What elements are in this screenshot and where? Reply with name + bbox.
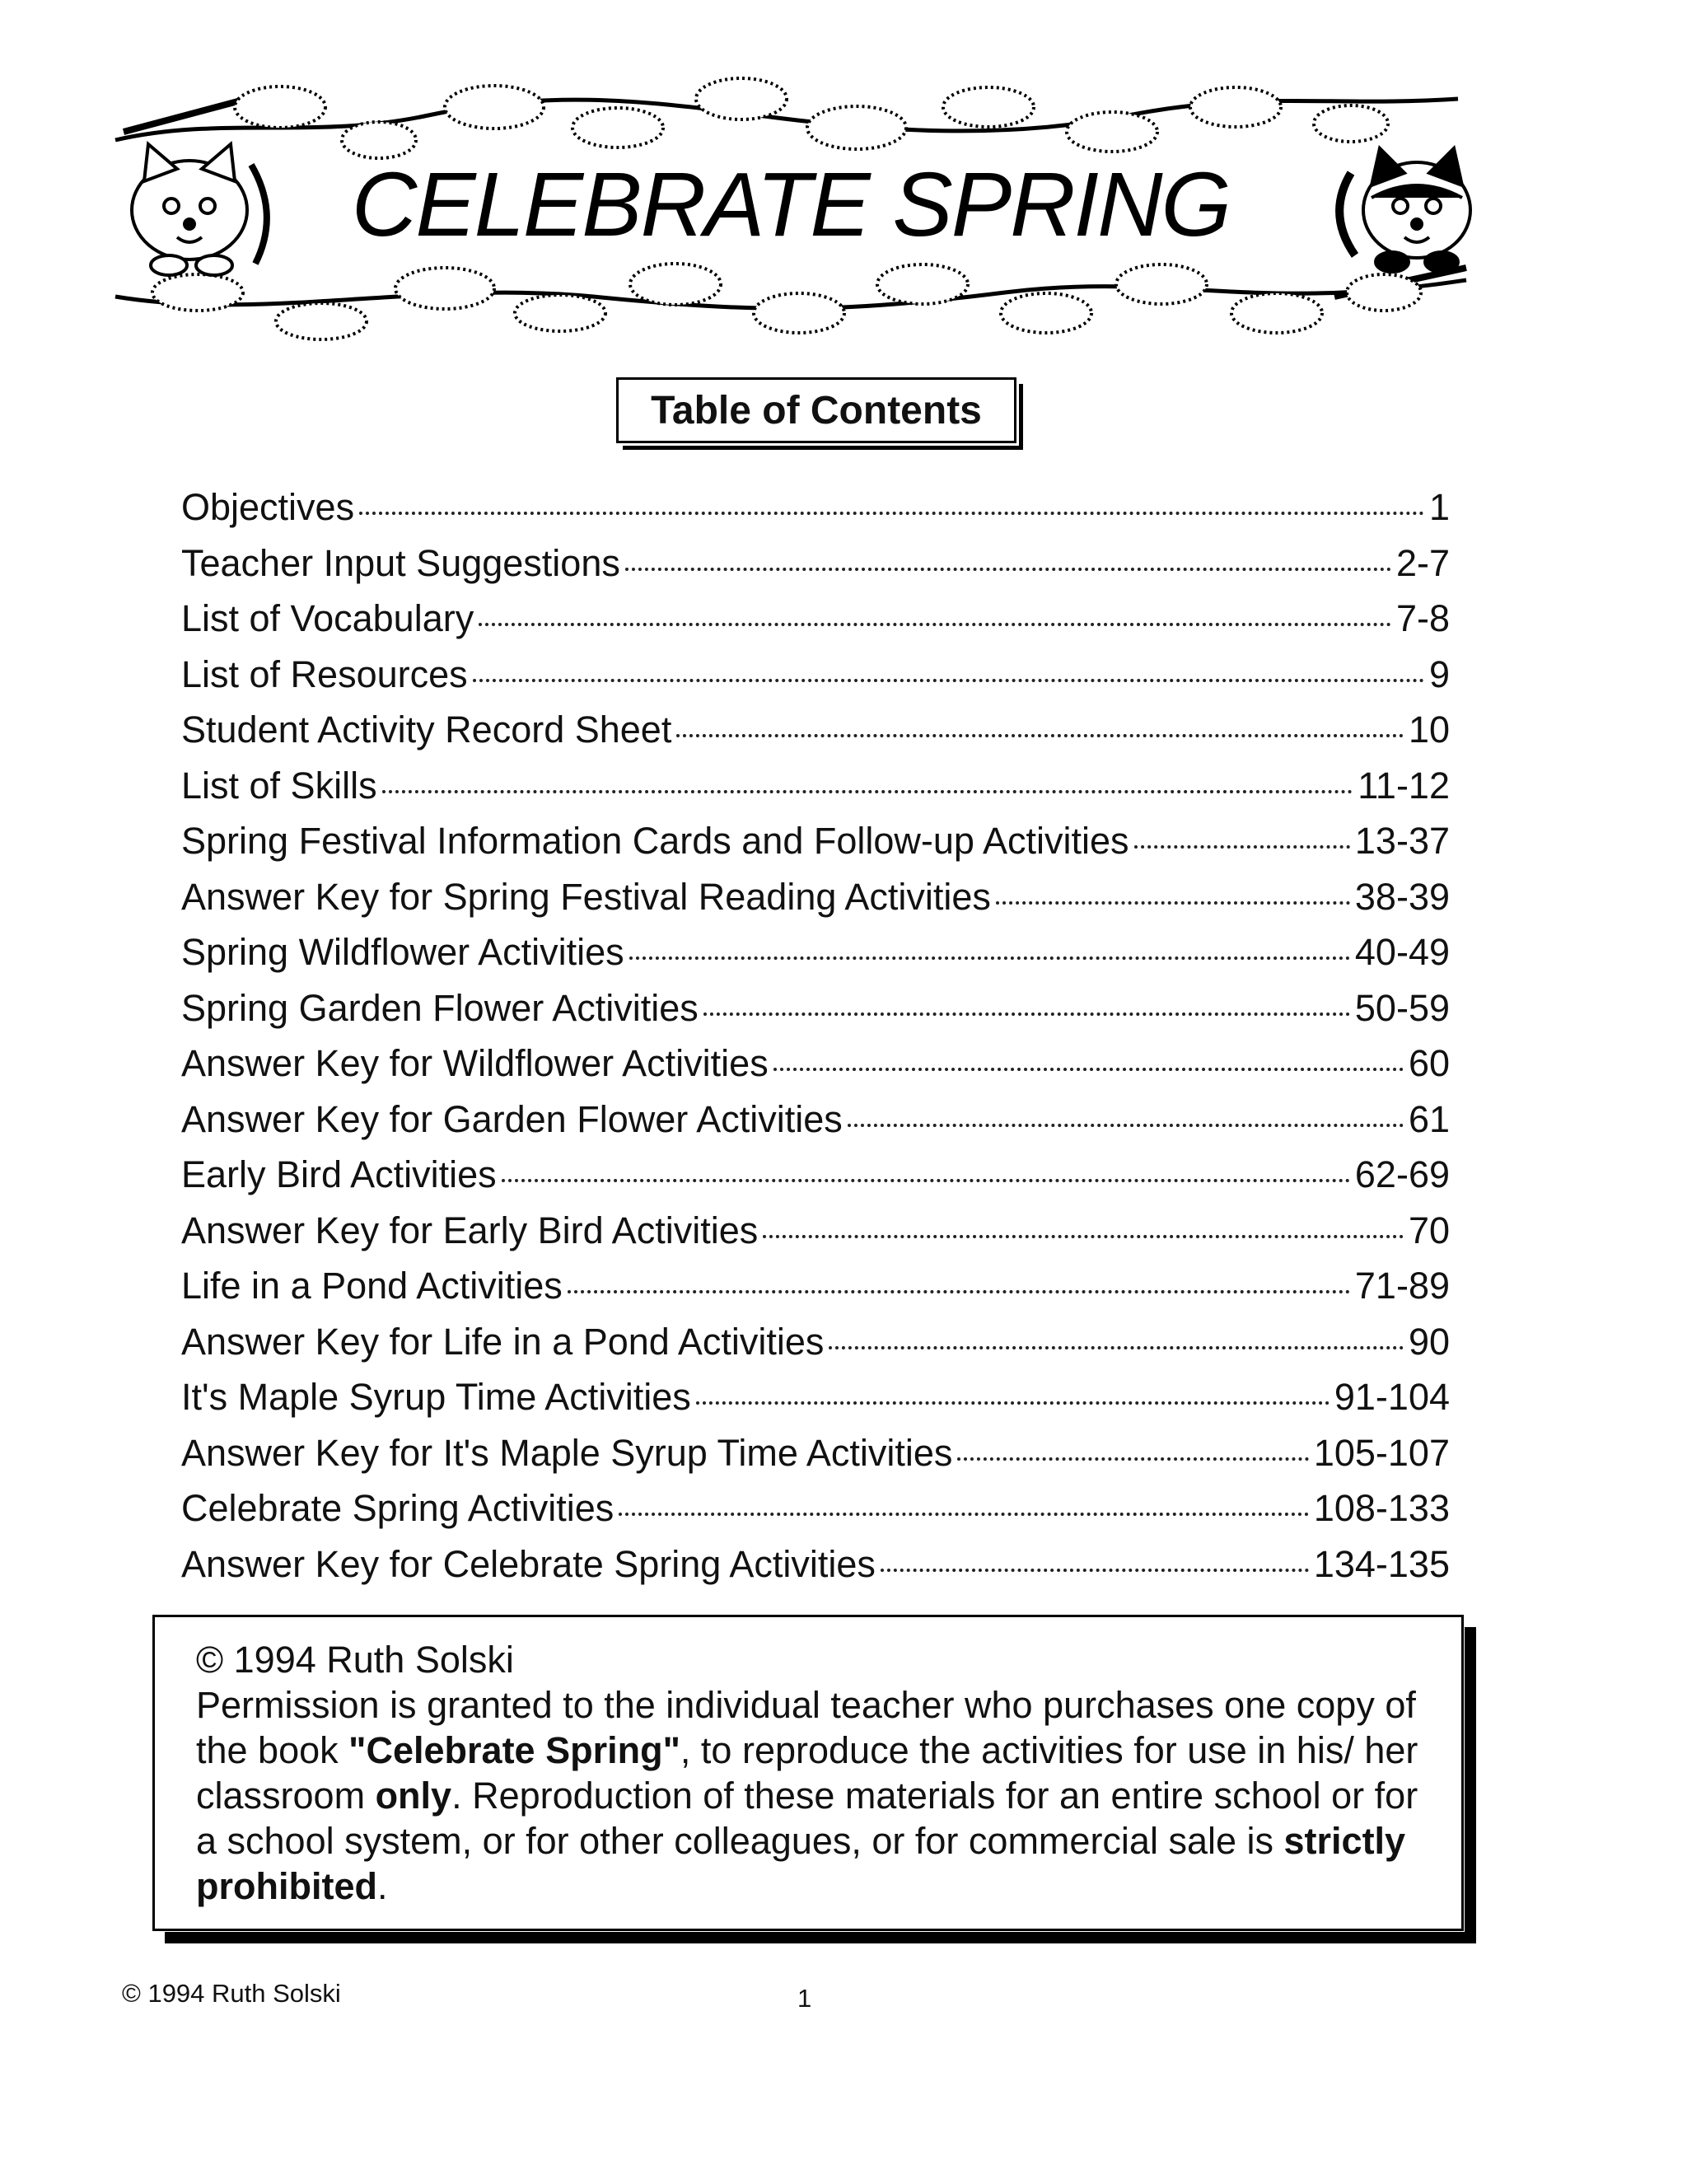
toc-dot-leader xyxy=(696,1368,1330,1405)
toc-entry-label: Spring Festival Information Cards and Follow-up Activities xyxy=(181,820,1129,862)
toc-entry xyxy=(181,980,1450,1036)
toc-entry xyxy=(181,1092,1450,1148)
header-banner xyxy=(99,49,1483,362)
toc-entry xyxy=(181,1425,1450,1481)
toc-entry-label: Answer Key for Life in a Pond Activities xyxy=(181,1320,825,1363)
toc-dot-leader xyxy=(676,701,1404,737)
toc-entry-page: 71-89 xyxy=(1354,1265,1450,1307)
footer-page-number: 1 xyxy=(797,1984,812,2013)
table-of-contents xyxy=(181,479,1450,1592)
toc-dot-leader xyxy=(881,1536,1309,1572)
toc-dot-leader xyxy=(996,868,1350,905)
toc-entry-label: Early Bird Activities xyxy=(181,1153,497,1195)
toc-entry-label: Celebrate Spring Activities xyxy=(181,1487,615,1529)
toc-entry-label: Teacher Input Suggestions xyxy=(181,541,620,584)
toc-entry-label: Answer Key for Wildflower Activities xyxy=(181,1042,769,1084)
toc-entry-page: 61 xyxy=(1408,1097,1450,1140)
toc-entry-page: 13-37 xyxy=(1354,820,1450,862)
toc-entry-page: 7-8 xyxy=(1395,597,1450,639)
toc-dot-leader xyxy=(502,1146,1350,1182)
toc-entry-label: List of Skills xyxy=(181,764,377,807)
toc-entry-label: Answer Key for Celebrate Spring Activities xyxy=(181,1542,876,1585)
toc-entry-label: List of Vocabulary xyxy=(181,597,474,639)
toc-entry xyxy=(181,1203,1450,1259)
toc-entry-label: Student Activity Record Sheet xyxy=(181,709,672,751)
toc-entry-label: Life in a Pond Activities xyxy=(181,1265,563,1307)
toc-entry xyxy=(181,924,1450,980)
toc-entry xyxy=(181,813,1450,869)
toc-entry xyxy=(181,647,1450,703)
toc-entry xyxy=(181,869,1450,925)
toc-entry-page: 40-49 xyxy=(1354,931,1450,973)
toc-entry xyxy=(181,758,1450,814)
toc-entry-page: 11-12 xyxy=(1358,764,1450,807)
copyright-line: © 1994 Ruth Solski xyxy=(196,1639,514,1681)
toc-dot-leader xyxy=(957,1424,1308,1461)
toc-entry-label: List of Resources xyxy=(181,652,468,695)
toc-dot-leader xyxy=(763,1202,1404,1238)
toc-entry xyxy=(181,1147,1450,1203)
toc-dot-leader xyxy=(773,1035,1404,1071)
toc-entry-page: 2-7 xyxy=(1395,541,1450,584)
toc-entry-page: 134-135 xyxy=(1313,1542,1450,1585)
toc-dot-leader xyxy=(629,924,1350,960)
toc-entry xyxy=(181,1480,1450,1536)
toc-entry-page: 9 xyxy=(1428,652,1450,695)
toc-entry xyxy=(181,1536,1450,1592)
toc-entry-page: 60 xyxy=(1408,1042,1450,1084)
permission-text: Permission is granted to the individual teacher who purchases one copy of the book "Celebrate Spring", to reproduce the activities for use in his/ her classroom only. Reproduction of these materials for an entire school or for a school system, or for other colleagues, or for commercial sale is strictly prohibited. xyxy=(196,1684,1418,1907)
toc-dot-leader xyxy=(703,980,1350,1016)
toc-entry xyxy=(181,702,1450,758)
toc-entry xyxy=(181,1314,1450,1370)
page-title: CELEBRATE SPRING xyxy=(351,154,1231,255)
toc-dot-leader xyxy=(473,646,1424,682)
toc-dot-leader xyxy=(829,1313,1404,1349)
toc-entry-page: 105-107 xyxy=(1313,1431,1450,1474)
toc-entry-label: Answer Key for It's Maple Syrup Time Activities xyxy=(181,1431,953,1474)
toc-entry-label: Spring Garden Flower Activities xyxy=(181,986,699,1029)
copyright-notice-box xyxy=(152,1615,1464,1931)
only-emphasis: only xyxy=(375,1775,452,1817)
toc-entry xyxy=(181,591,1450,647)
toc-entry xyxy=(181,1036,1450,1092)
toc-entry-label: Answer Key for Early Bird Activities xyxy=(181,1209,759,1251)
toc-entry-page: 91-104 xyxy=(1334,1376,1450,1418)
toc-entry-page: 108-133 xyxy=(1313,1487,1450,1529)
toc-entry-label: Objectives xyxy=(181,486,355,528)
toc-entry-page: 10 xyxy=(1408,709,1450,751)
toc-dot-leader xyxy=(568,1257,1350,1293)
toc-entry xyxy=(181,535,1450,592)
toc-entry-page: 70 xyxy=(1408,1209,1450,1251)
toc-entry xyxy=(181,479,1450,535)
toc-dot-leader xyxy=(625,535,1391,571)
toc-heading: Table of Contents xyxy=(616,377,1016,443)
toc-entry-label: Answer Key for Garden Flower Activities xyxy=(181,1097,843,1140)
toc-entry-label: Answer Key for Spring Festival Reading Activities xyxy=(181,875,991,918)
footer-copyright: © 1994 Ruth Solski xyxy=(122,1979,341,2008)
toc-entry xyxy=(181,1258,1450,1314)
toc-dot-leader xyxy=(1134,812,1350,849)
toc-entry-page: 90 xyxy=(1408,1320,1450,1363)
toc-entry-page: 38-39 xyxy=(1354,875,1450,918)
toc-dot-leader xyxy=(619,1480,1309,1516)
toc-entry-page: 62-69 xyxy=(1354,1153,1450,1195)
toc-dot-leader xyxy=(848,1091,1404,1127)
toc-entry-label: It's Maple Syrup Time Activities xyxy=(181,1376,691,1418)
toc-entry-label: Spring Wildflower Activities xyxy=(181,931,624,973)
prohibited-emphasis: strictly prohibited xyxy=(196,1820,1406,1907)
toc-entry-page: 50-59 xyxy=(1354,986,1450,1029)
toc-dot-leader xyxy=(382,757,1353,793)
toc-entry-page: 1 xyxy=(1428,486,1450,528)
book-title: "Celebrate Spring" xyxy=(348,1729,680,1771)
toc-entry xyxy=(181,1369,1450,1425)
toc-dot-leader xyxy=(359,479,1424,515)
toc-dot-leader xyxy=(479,590,1391,626)
